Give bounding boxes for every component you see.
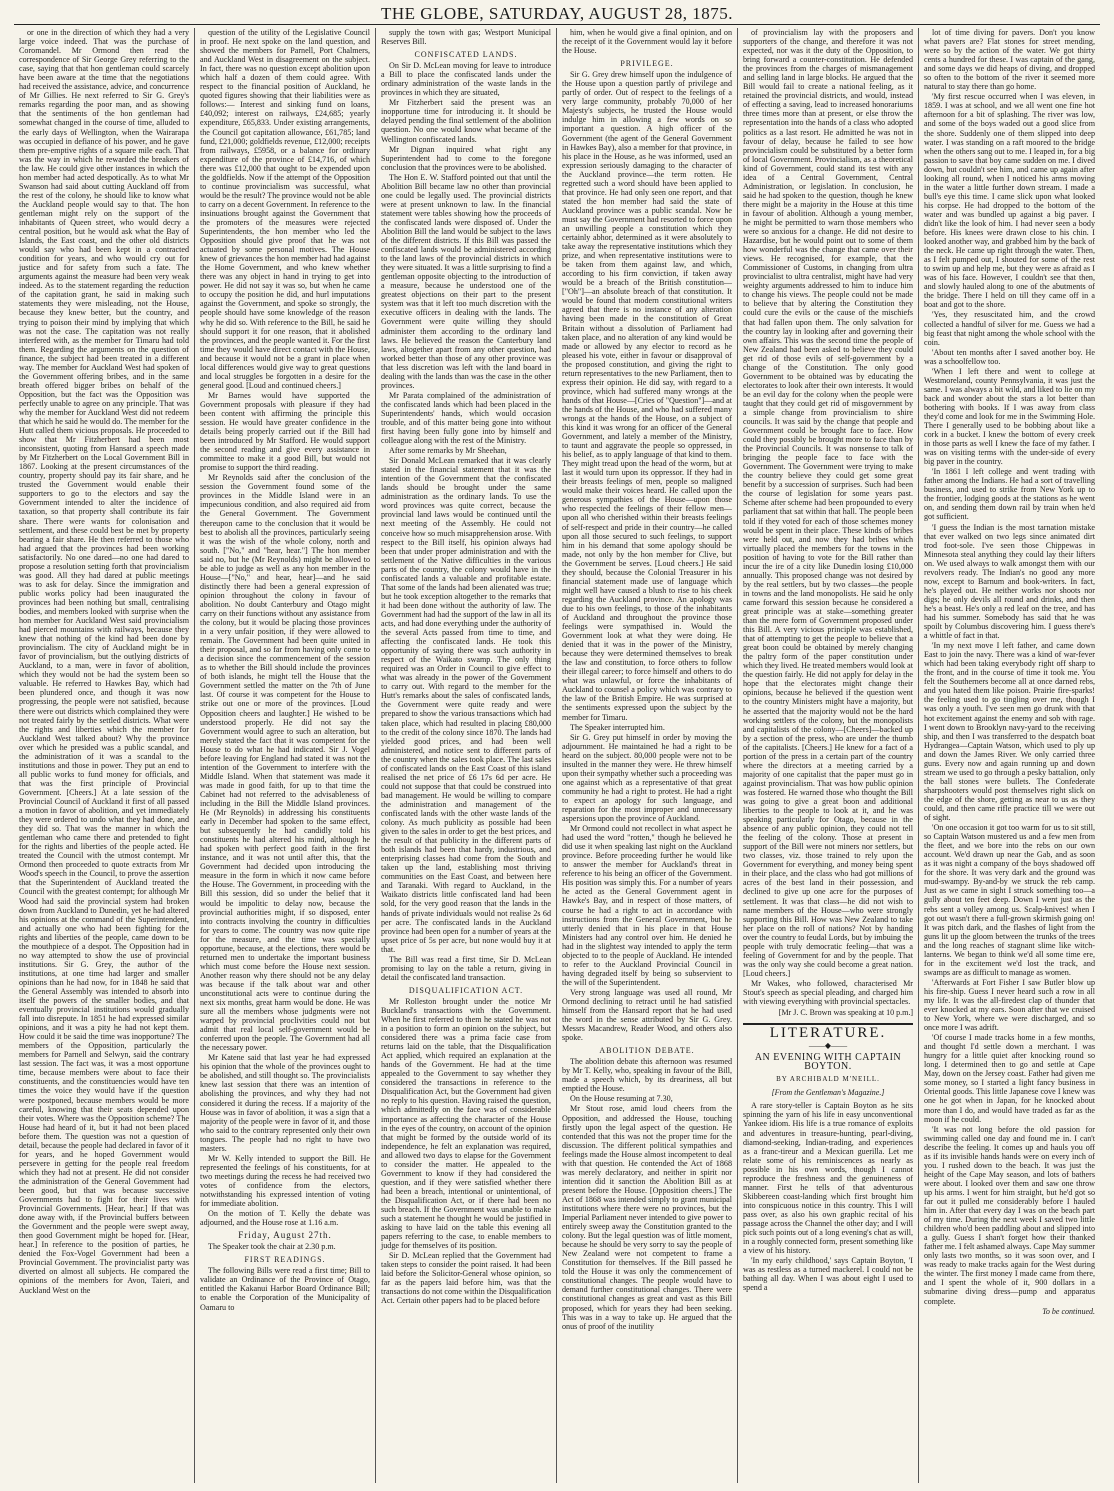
paragraph: The Speaker took the chair at 2.30 p.m. [208, 1242, 336, 1252]
paragraph: Mr Stout rose, amid loud cheers from the Opposition, and addressed the House, touching firstly upon the legal aspect of the question. He contended that this was not the proper time for the discussion. The different political sympathies and feelings made the House almost incompetent to deal with that question. He contended the Act of 1868 was merely declaratory, and neither in spirit nor intention did it sanction the Abolition Bill as at present before the House. [Opposition cheers.] The Act of 1868 was intended simply to grant municipal institutions where there were no provinces, but the Imperial Parliament never intended to give power to entirely sweep away the Constitution granted to the colony. But the legal question was of little moment, because he should be very sorry to say the people of New Zealand were not competent to frame a Constitution for themselves. If the Bill passed he told the House it was only the commencement of constitutional changes. The people would have to demand further constitutional changes. There were constitutional changes as great and vast as this Bill proposed, which for years they had been seeking. This was in a way to take up. He argued that the onus of proof of the inutility [562, 1104, 732, 1331]
masthead: THE GLOBE, SATURDAY, AUGUST 28, 1875. [380, 4, 734, 23]
paragraph: After some remarks by Mr Sheehan, [389, 446, 507, 456]
abolition-debate-heading: ABOLITION DEBATE. [599, 1046, 695, 1056]
paragraph: 'Of course I made tracks home in a few months, and thought I'd settle down a merchant. I was hungry for a little quiet after knocking round so long. I determined then to go and settle at Cape May, down on the Jersey coast. Father had given me some money, so I started a light fancy business in Oriental goods. This little Japanese cove I knew was one he got when in Japan, for he knocked about more than I do, and would have traded as far as the moon if he could. [924, 1033, 1095, 1124]
column-5 [738, 28, 919, 1483]
paragraph: 'In 1861 I left college and went trading with father among the Indians. He had a sort of travelling business, and used to strike from New York up to the frontier, lodging goods at the stations as he went on, and sending them down rail by train when he'd got sufficient. [924, 467, 1095, 522]
paragraph: Very strong language was used all round, Mr Ormond declining to retract until he had satisfied himself from the Hansard report that he had used the word in the sense attributed by Sir G. Grey. Messrs Macandrew, Reader Wood, and others also spoke. [562, 987, 732, 1043]
column-4 [557, 28, 738, 1483]
paragraph: Sir D. McLean replied that the Government had taken steps to consider the point raised. It had been laid before the Solicitor-General whose opinion, so far as the papers laid before him, was that the transactions do not come within the Disqualification Act. Certain other papers had to be placed before [381, 1251, 551, 1306]
paragraph: or one in the direction of which they had a very large voice indeed. That was the purchase of Coromandel. Mr Ormond then read the correspondence of Sir George Grey referring to the case, saying that that hon gentleman could scarcely have been aware at the time that the negotiations had received the assistance, advice, and concurrence of Mr Gillies. He next referred to Sir G. Grey's remarks regarding the poor man, and as showing that the sentiments of the hon gentleman had somewhat changed in the course of time, alluded to the early days of Wellington, when the Wairarapa was occupied in defiance of his power, and he gave them pre-emptive rights of a square mile each. That was the way in which he rewarded the breakers of the law. He could give other instances in which the hon member had acted despotically. As to what Mr Swanson had said about cutting Auckland off from the rest of the colony, he should like to know what the Auckland people would say to that. The hon gentleman might rely on the support of the inhabitants of Queen street, who would decry a central position, but he would ask what the Bay of Islands, the East coast, and the other old districts would say who had been kept in a contracted condition for years, and who would cry out for justice and for safety from such a fate. The arguments against the measure had been very weak indeed. As to the statement regarding the reduction of the capitation grant, he said in making such statements they were misleading, not the House, because they knew better, but the country, and trying to poison their mind by implying that which was not the case. The capitation was not really interfered with, as the member for Timaru had told them. Regarding the arguments on the question of finance, the subject had been treated in a different way. The member for Auckland West had spoken of the Government offering bribes, and in the same breath offered bigger bribes on behalf of the Opposition, but the fact was the Opposition was perfectly unable to agree on any principle. That was why the member for Auckland West did not redeem that which he said he would do. The member for the Hutt called them vicious proposals. He proceeded to show that Mr Fitzherbert had been most inconsistent, quoting from Hansard a speech made by Mr Fitzherbert on the Local Government Bill in 1867. Looking at the present circumstances of the country, property should pay its fair share, and he trusted the Government would enable their supporters to go to the electors and say the Government intended to alter the incidence of taxation, so that property shall contribute its fair share. There were wants for colonisation and settlement, and these could best be met by property bearing a fair share. He then referred to those who had argued that the provinces had been working satisfactorily. No one dared—no one had dared to propose a resolution setting forth that provincialism was good. All they had dared at public meetings was to ask for delay. Since the immigration and public works policy had been inaugurated the provinces had been nothing but small, centralising bodies, and members looked with surprise when the hon member for Auckland West said provincialism had pierced mountains with railways, because they knew that nothing of the kind had been done by provincialism. The city of Auckland might be in favor of provincialism, but the outlying districts of Auckland, to a man, were in favor of abolition, which they would not be had the system been so valuable. He referred to Hawkes Bay, which had been plundered once, and though it was now progressing, the people were not satisfied, because there were out districts which complained they were not treated fairly by the settled districts. What were the rights and liberties which the member for Auckland West talked about? Why the province over which he presided was a public scandal, and the administration of it was a scandal to the institutions and those in power. They put an end to all public works to fund money for officials, and that was the first principle of Provincial Government. [Cheers.] At a late session of the Provincial Council of Auckland it first of all passed a motion in favor of abolition, and yet immediately they were ordered to undo what they had done, and they did so. That was the manner in which the gentleman who came there and pretended to fight for the rights and liberties of the people acted. He treated the Council with the utmost contempt. Mr Ormond then proceeded to quote extracts from Mr Wood's speech in the Council, to prove the assertion that the Superintendent of Auckland treated the Council with the greatest contempt; for although Mr Wood had said the provincial system had broken down from Auckland to Dunedin, yet he had altered his opinions at the command of the Superintendent, and actually one who had been fighting for the rights and liberties of the people, came down to be the mouthpiece of a despot. The Opposition had in no way attempted to show the use of provincial institutions. Sir G. Grey, the author of the institutions, at one time had larger and smaller opinions than he had now, for in 1848 he said that the General Assembly was intended to absorb into itself the powers of the smaller bodies, and that eventually provincial institutions would gradually fall into disrepute. In 1851 he had expressed similar opinions, and it was a pity he had not kept them. How could it be said the time was inopportune? The members of the Opposition, particularly the members for Parnell and Selwyn, said the contrary last session. The fact was, it was a most opportune time, because members were about to face their constituents, and the constituencies would have ten times the voice they would have if the question were postponed, because members would be more careful, knowing that their seats depended upon their votes. Where was the Opposition scheme? The House had heard of it, but it had not been placed before them. The question was not a question of detail, because the people had declared in favor of it for years, and he hoped Government would persevere in getting for the people real freedom which they had not at present. He did not consider the administration of the General Government had been good, but that was because successive Governments had to fight for their lives with Provincial Governments. [Hear, hear.] If that was done away with, if the Provincial buffers between the Government and the people were swept away, then good Government might be hoped for. [Hear, hear.] In reference to the position of parties, he denied the Fox-Vogel Government had been a Provincial Government. The provincialist party was diverted on almost all subjects. He compared the opinions of the members for Avon, Taieri, and Auckland West on the [19, 28, 189, 1295]
article-title: AN EVENING WITH CAPTAIN BOYTON. [754, 1052, 902, 1073]
speaking-note: [Mr J. C. Brown was speaking at 10 p.m.] [778, 1008, 913, 1018]
column-6 [919, 28, 1100, 1483]
paragraph: 'When I left there and went to college at Westmoreland, county Pennsylvania, it was just the same. I was always a bit wild, and liked to lie on my back and wonder about the stars a lot better than bothering with books. If I was away from class they'd come and look for me in the Swimming Hole. There I generally used to be bobbing about like a cork in a bucket. I knew the bottom of every creek in those parts as well I knew the face of my father. I was on visiting terms with the under-side of every big paver in the country. [924, 366, 1095, 467]
paragraph: Mr Fitzherbert said the present was an inopportune time for introducing it. It should be delayed pending the final settlement of the abolition question. No one would know what became of the Wellington confiscated lands. [381, 98, 551, 144]
paragraph: Mr Dignan inquired what right any Superintendent had to come to the foregone conclusion that the provinces were to be abolished. [381, 144, 551, 172]
ornament: ——◆—— [808, 1041, 848, 1051]
paragraph: Mr Parata complained of the administration of the confiscated lands which had been placed in the Superintendents' hands, which would occasion trouble, and of this matter being gone into without first having been fully gone into by himself and colleague along with the rest of the Ministry. [381, 390, 551, 446]
column-2 [195, 28, 376, 1483]
confiscated-lands-heading: CONFISCATED LANDS. [414, 50, 518, 60]
paragraph: Mr Reynolds said after the conclusion of the session the Government found some of the provinces in the Middle Island were in an impecunious condition, and also required aid from the General Government. The Government thereupon came to the conclusion that it would be best to abolish all the provinces, particularly seeing it was the wish of the whole colony, north and south. ["No," and "hear, hear."] The hon member said no, but he (Mr Reynolds) might be allowed to be able to judge as well as any hon member in the House—["No," and hear, hear]—and he said distinctly there had been a general expression of opinion throughout the colony in favour of abolition. No doubt Canterbury and Otago might carry on their functions without any assistance from the colony, but it would be placing those provinces in a very unfair position, if they were allowed to remain. The Government had been quite united in their proposal, and so far from having only come to a decision since the commencement of the session as to whether the Bill should include the provinces of both islands, he might tell the House that the Government settled the matter on the 7th of June last. Of course it was competent for the House to strike out one or more of the provinces. [Loud Opposition cheers and laughter.] He wished to be understood properly. He did not say the Government would agree to such an alteration, but merely stated the fact that it was competent for the House to do what he had indicated. Sir J. Vogel before leaving for England had stated it was not the intention of the Government to interfere with the Middle Island. When that statement was made it was made in good faith, for up to that time the Cabinet had not referred to the advisableness of including in the Bill the Middle Island provinces. He (Mr Reynolds) in addressing his constituents early in December had spoken to the same effect, but subsequently he had candidly told his constituents he had altered his mind, although he had spoken with perfect good faith in the first instance, and it was not until after this, that the Government had decided upon introducing the measure in the form in which it now came before the House. The Government, in proceeding with the Bill this session, did so under the belief that it would be impolitic to delay now, because the provincial authorities might, if so disposed, enter into contracts involving the country in difficulties for years to come. The country was now quite ripe for the measure, and the time was specially opportune, because, at the elections, there would be returned men to undertake the important business which must come before the House next session. Another reason why there should not be any delay was because if the talk about war and other unconstitutional acts were to continue during the next six months, great harm would be done. He was sure all the members whose judgments were not warped by provincial proclivities could not but admit that real local self-government would be conferred upon the people. The Government had all the necessary power. [200, 473, 370, 1053]
byline: BY ARCHIBALD M'NEILL. [776, 1075, 880, 1084]
paragraph: The abolition debate this afternoon was resumed by Mr T. Kelly, who, speaking in favour of the Bill, made a speech which, by its dreariness, all but emptied the House. [562, 1057, 732, 1094]
paragraph: Mr Rolleston brought under the notice Mr Buckland's transactions with the Government. When he first referred to them he stated he was not in a position to form an opinion on the subject, but considered there was a prima facie case from returns laid on the table, that the Disqualification Act applied, which required an explanation at the hands of the Government. He had at the time appealed to the Government to say whether they considered the transactions in reference to the Disqualification Act, but the Government had given no reply to his question. Having raised the question, which admittedly on the face was of considerable importance as affecting the character of the House in the eyes of the country, on account of the opinion that might be formed by the outside world of its independence, he felt an explanation was required, and allowed two days to elapse for the Government to consider the matter. He appealed to the Government to know if they had considered the question, and if they were satisfied whether there had been a breach, intentional or unintentional, of the Disqualification Act, or if there had been no such breach. If the Government was unable to make such a statement he thought he would be justified in asking to have laid on the table this evening all papers referring to the case, to enable members to judge for themselves of its position. [381, 996, 551, 1251]
paragraph: Mr Barnes would have supported the Government proposals with pleasure if they had been content with affirming the principle this session. He would have greater confidence in the details being properly carried out if the Bill had been introduced by Mr Stafford. He would support the second reading and give every assistance in committee to make it a good Bill, but would not promise to support the third reading. [200, 390, 370, 473]
paragraph: 'My first rescue occurred when I was eleven, in 1859. I was at school, and we all went one fine hot afternoon for a bit of splashing. The river was low, and some of the boys waded out a good slice from the shore. Suddenly one of them slipped into deep water. I was standing on a raft moored to the bridge when the others sang out to me. I leaped in, for a big passion to save that boy came sudden on me. I dived down, but couldn't see him, and came up again after looking all round, when I noticed his arms moving in the water a little further down stream. I made a bull's eye this time. I came slick upon what looked his corpse. He had dropped to the bottom of the water and was bundled up against a big paver. I didn't like the look of him. I had never seen a body before. His knees were drawn close to his chin. I looked another way, and grabbed him by the back of the neck. He came up right through the water. Then, as I felt pumped out, I shouted for some of the rest to swim up and help me, but they were as afraid as I was of his face. However, I couldn't see that then, and slowly hauled along to one of the abutments of the bridge. There I held on till they came off in a boat and got to the shore. [924, 92, 1095, 310]
disqualification-act-heading: DISQUALIFICATION ACT. [408, 985, 524, 995]
paragraph: him, when he would give a final opinion, and on the receipt of it the Government would lay it before the House. [562, 28, 732, 56]
paragraph: The Speaker interrupted him. [570, 722, 665, 732]
privilege-heading: PRIVILEGE. [620, 59, 674, 69]
column-1 [14, 28, 195, 1483]
literature-title: LITERATURE. [769, 1025, 887, 1042]
paragraph: The Hon E. W. Stafford pointed out that until the Abolition Bill became law no other than provincial one could be legally used. The provincial districts were at present unknown to law. In the financial statement were tables showing how the proceeds of the confiscated lands were disposed of. Under the Abolition Bill the land would be subject to the laws of the different districts. If this Bill was passed the confiscated lands would be administered according to the land laws of the provincial districts in which they were situated. It was a little surprising to find a gentleman opposite objecting to the introduction of a measure, because he understood one of the greatest objections on their part to the present system was that it left too much discretion with the executive officers in dealing with the lands. The Government were quite willing they should administer them according to the ordinary land laws. He believed the reason the Canterbury land laws, altogether apart from any other question, had worked better than those of any other province was that less discretion was left with the land board in dealing with the lands than was the case in the other provinces. [381, 172, 551, 390]
paragraph: On the motion of T. Kelly the debate was adjourned, and the House rose at 1.16 a.m. [200, 1209, 370, 1228]
paragraph: 'In my early childhood,' says Captain Boyton, 'I was as restless as a turned mackerel. I could not be bathing all day. When I was about eight I used to spend a [743, 1256, 913, 1293]
paragraph: Sir G. Grey drew himself upon the indulgence of the House upon a question partly of privilege and partly of order. Out of respect to the feelings of a very large community, probably 70,000 of her Majesty's subjects, he trusted the House would indulge him in allowing a few words on so important a question. A high officer of the Government (the agent of the General Government in Hawkes Bay), also a member for that province, in his place in the House, as he was informed, used an expression seriously damaging to the character of the Auckland province—the term rotten. He regretted such a word should have been applied to that province. He had only seen one report, and that stated the hon member had said the state of Auckland province was a public scandal. Now he must say the Government had resorted to force upon an unwilling people a constitution which they certainly abhor, determined as it were absolutely to take away the representative institutions which they prize, and when representative institutions were to be taken from them against law, and which, according to his firm conviction, if taken away would be a breach of the British constitution—["Oh"]—an absolute breach of that constitution. It would be found that modern constitutional writers agreed that there is no instance of any alteration having been made in the constitution of Great Britain without a dissolution of Parliament had taken place, and no alteration of any kind would be made or allowed by any elector to record as he pleased his vote, either in favour or disapproval of the proposed constitution, and giving the right to return representatives to the new Parliament, then to express their opinion. He did say, with regard to a province, which had suffered many wrongs at the hands of that House—[Cries of "Question"]—and at the hands of the House, and who had suffered many wrongs at the hands of the House, on a subject of this kind it was wrong for an officer of the General Government, and lately a member of the Ministry, to taunt and aggravate the people so oppressed, in his belief, as to apply language of that kind to them. They might tread upon the head of the worm, but at last it would turn upon its oppressor. If they had in their breasts feelings of men, people so maligned would make their voices heard. He called upon the generous sympathies of the House—upon those who respected the feelings of their fellow men—upon all who cherished within their breasts feelings of self-respect and pride in their country—he called upon all those secured to such feelings, to support him in his demand that some apology should be made, not only by the hon member for Clive, but the Government be serves. [Loud cheers.] He said they should, because the Colonial Treasurer in his financial statement made use of language which might well have caused a blush to rise to his cheek regarding the Auckland province. An apology was due to his own feelings, to those of the inhabitants of Auckland and throughout the province those feelings were sympathised in. Would the Government look at what they were doing. He denied that it was in the power of the Ministry, because they were determined themselves to break the law and constitution, to force others to follow their illegal career; to force himself and others to do what was unlawful, or force the inhabitants of Auckland to counsel a policy which was contrary to the law of the British Empire. He was surprised at the sentiments expressed upon the subject by the member for Timaru. [562, 70, 732, 722]
paragraph: 'On one occasion it got too warm for us to sit still, so Captain Watson mustered us and a few men from the fleet, and we bore into the rebs on our own account. We'd drawn up near the Gab, and as soon as it was night a company of the boys shadowed off for the shore. It was very dark and the ground was mud-swampy. By-and-by we struck the reb camp. Just as we came in sight I struck something too—a gully about ten feet deep. Down I went just as the rebs sent a volley among us. Scalp-knives! when I got out wasn't there a full-grown skirmish going on! It was pitch dark, and the flashes of light from the guns lit up the gloom between the trunks of the trees and the long reaches of stagnant slime like witch-lanterns. We began to think we'd all some time ere, for in the excitement we'd lost the track, and swamps are as difficult to manage as women. [924, 823, 1095, 977]
paragraph: On Sir D. McLean moving for leave to introduce a Bill to place the confiscated lands under the ordinary administration of the waste lands in the provinces in which they are situated, [381, 61, 551, 98]
paragraph: Mr W. Kelly intended to support the Bill. He represented the feelings of his constituents, for at two meetings during the recess he had received two votes of confidence from the electors, notwithstanding his expressed intention of voting for immediate abolition. [200, 1153, 370, 1209]
columns [14, 28, 1100, 1483]
paragraph: A rare story-teller is Captain Boyton as he sits spinning the yarn of his life in easy unconventional Yankee idiom. His life is a true romance of exploits and adventures in treasure-hunting, pearl-diving, diamond-seeking, Indian-trading, and experiences as a franc-tireur and a Mexican guerilla. Let me relate some of his reminiscences as nearly as possible in his own words, though I cannot reproduce the freshness and the genuineness of manner. First he tells of that adventurous Skibbereen coast-landing which first brought him into conspicuous notice in this country. This I will pass over, as also his own graphic recital of his passage across the Channel the other day; and I will pick such points out of a long evening's chat as will, in a roughly connected form, present something like a view of his history. [743, 1101, 913, 1256]
friday-heading: Friday, August 27th. [238, 1230, 332, 1241]
paragraph: The Bill was read a first time, Sir D. McLean promising to lay on the table a return, giving in detail the confiscated land transaction. [381, 954, 551, 982]
paragraph: 'It was not long before the old passion for swimming called one day and found me in. I can't describe the feeling. It comes up and hauls you off as if its invisible hands hands were on every inch of you. I rushed down to the beach. It was just the height of the Cape May season, and lots of bathers were about. I looked over them and saw one throw up his arms. I went for him straight, but he'd got so far out it pulled me considerably before I hauled him in. After that every day I was on the beach part of my time. During the next week I saved two little children who'd been paddling about and slipped into a gully. Guess I shan't forget how their thanked father me. I felt ashamed always. Cape May summer only lasts two months, so it was soon over, and I was ready to make tracks again for the West during the winter. The first money I made came from there, and I spent the whole of it, 900 dollars in a submarine diving dress—pump and apparatus complete. [924, 1124, 1095, 1306]
column-3 [376, 28, 557, 1483]
paragraph: The following Bills were read a first time; Bill to validate an Ordinance of the Province of Otago, entitled the Kakanui Harbor Board Ordinance Bill; to enable the Corporation of the Municipality of Oamaru to [200, 1266, 370, 1312]
article-source: [From the Gentleman's Magazine.] [771, 1088, 885, 1098]
paragraph: Sir Donald McLean remarked that it was clearly stated in the financial statement that it was the intention of the Government that the confiscated lands should be brought under the same administration as the ordinary lands. To use the word provinces was quite correct, because the provincial land laws would be continued until the next meeting of the Assembly. He could not conceive how so much misapprehension arose. With respect to the Bill itself, his opinion always had been that under proper administration and with the settlement of the Native difficulties in the various parts of the country, the colony would have in the confiscated lands a valuable and profitable estate. That some of the lands had been alienated was true; but he took exception altogether to the remarks that it had been done without the authority of law. The Government had had the support of the law in all its acts, and had done everything under the authority of the several Acts passed from time to time, and affecting the confiscated lands. He took this opportunity of saying there was such authority in respect of the Waikato swamp. The only thing required was an Order in Council to give effect to what was already in the power of the Government to carry out. With regard to the member for the Hutt's remarks about the sales of confiscated lands, the Government were quite ready and were prepared to show the various transactions which had taken place, which had resulted in placing £80,000 to the credit of the colony since 1870. The lands had yielded good prices, and had been well administered, and notice sent to different parts of the country when the sales took place. The last sales of confiscated lands on the East Coast of this island realised the net price of £6 17s 6d per acre. He could not suppose that that could be construed into bad management. He would be willing to compare the administration and management of the confiscated lands with the other waste lands of the colony. As much publicity as possible had been given to the sales in order to get the best prices, and the result of that publicity in the different parts of both islands had been that hardy, industrious, and enterprising classes had come from the South and taken up the land, establishing most thriving communities on the East Coast, and between here and Taranaki. With regard to Auckland, in the Waikato districts little confiscated land had been sold, for the very good reason that the lands in the hands of private individuals would not realise 2s 6d per acre. The confiscated lands in the Auckland province had been open for a number of years at the upset price of 5s per acre, but none would buy it at that. [381, 456, 551, 954]
paragraph: 'I guess the Indian is the most tarnation mistake that ever walked on two legs since animated dirt trod foot-sole. I've seen those Chippewas in Minnesota steal anything they could lay their lifters on. We used always to walk amongst them with our revolvers ready. The Indian's no good any more now, except to Barnum and book-writers. In fact, he's played out. He neither works nor shoots nor digs; he only devils all round and drinks, and then he's a beast. He's only a red leaf on the tree, and has had his summer. Somebody has said that he was spoilt by Columbus discovering him. I guess there's a whittle of fact in that. [924, 522, 1095, 641]
paragraph: On the House resuming at 7.30, [570, 1094, 673, 1104]
paragraph: Mr Ormond could not recollect in what aspect he had used the word "rotten," though he believed he did use it when speaking last night on the Auckland province. Before proceeding further he would like to answer the member for Auckland's threat in reference to his being an officer of the Government. His position was simply this. For a number of years he acted as the General Government agent in Hawke's Bay, and in respect of those matters, of course he had a right to act in accordance with instructions from the General Government, but he utterly denied that in his place in that House Ministers had any control over him. He denied he had in the slightest way intended to apply the term objected to to the people of Auckland. He intended to refer to the Auckland Provincial Council in having degraded itself by being so subservient to the will of the Superintendent. [562, 824, 732, 987]
paragraph: 'Yes, they resuscitated him, and the crowd collected a handful of silver for me. Guess we had a big feast that night among the whole school with the coin. [924, 310, 1095, 347]
paragraph: Mr Wakes, who followed, characterised Mr Stout's speech as special pleading, and charged him with viewing everything with provincial spectacles. [743, 978, 913, 1007]
paragraph: Sir G. Grey put himself in order by moving the adjournment. He maintained he had a right to be heard on the subject. 80,000 people were not to be insulted in the manner they were. He threw himself upon their sympathy whether such a proceeding was one against which as a representative of that great community he had a right to protest. He had a right to expect an apology for such language, and reparation for the most improper and unnecessary aspersions upon the province of Auckland. [562, 732, 732, 824]
masthead-rule [14, 24, 1100, 25]
paragraph: supply the town with gas; Westport Municipal Reserves Bill. [381, 28, 551, 47]
paragraph: of provincialism lay with the proposers and supporters of the change, and therefore it was not expected, nor was it the duty of the Opposition, to bring forward a counter-constitution. He defended the provinces from the charges of mismanagement and selling land in large blocks. He argued that the Bill would fail to create a national feeling, as it retained the provincial districts, and would, instead of effecting a saving, lead to increased honorariums three times more than at present, or else throw the representation into the hands of a class who adopted politics as a last resort. He admitted he was not in favour of delay, because he failed to see how provincialism could be substituted by a better form of local Government. Provincialism, as a theoretical kind of Government, could stand its test with any idea of a Central Government, Central Administration, or legislation. In conclusion, he said he had spoken to the question, though he knew there might be a majority in the House at this time in favour of abolition. Although a young member, he might be permitted to warn those members who were so anxious for a change. He did not desire to Hazardise, but he would point out to some of them how wonderful was the change that came over their views. He recognised, for example, that the Commissioner of Customs, in changing from ultra provincialist to ultra centralist, might have had very weighty arguments addressed to him to induce him to change his views. The people could not be made to believe that by altering the Constitution they could cure the evils or the cause of the mischiefs that had fallen upon them. The only salvation for the country lay in looking after and governing their own affairs. This was the second time the people of New Zealand had been asked to believe they could get rid of those evils of self-government by a change of the Constitution. The only good Government to be obtained was by educating the electorates to look after their own interests. It would be an evil day for the colony when the people were taught that they could get rid of misgovernment by a simple change from provincialism to shire councils. It was said by the change that people and Government could be brought face to face. How could they possibly be brought more to face than by the Provincial Councils. It was nonsense to talk of bringing the people face to face with the Government. The Government were trying to make the country believe they could get some great benefit by a succession of surprises. Such had been the course of legislation for some years past. Scheme after scheme had been propounded to every parliament that sat within that hall. The people been told if they voted for each of those schemes money would be spent in their place. These kinds of bribes were held out, and now they had bribes which virtually placed the members for the towns in the position of having to vote for the Bill rather than incur the ire of a city like Dunedin losing £10,000 annually. This proposed change was not desired by by the real settlers, but by two classes—the people in towns and the land monopolists. He said he only came forward this session because he considered a great principle was at stake—something greater than the mere form of Government proposed under this Bill. A very vicious principle was established, that of attempting to get the people to believe that a great boon could be obtained by merely changing the paltry form of the paper constitution under which they lived. He treated members would look at the question fairly. He did not apply for delay in the hope that the electorates might change their opinions, because he believed if the question went to the country Ministers might have a majority, but he asserted that the majority would not be the hard working settlers of the colony, but the monopolists and capitalists of the colony—[Cheers]—backed up by a section of the press, who are under the thumb of the capitalists. [Cheers.] He knew for a fact of a portion of the press in a certain part of the country where the directors at a meeting carried by a majority of one capitalist that the paper must go in against provincialism. That was how public opinion was fostered. He warned those who thought the Bill was going to give a great boon and additional liberties to the people to look at it, and he was speaking particularly for Otago, because in the absence of any public opinion, they could not tell the feeling of the colony. Those at present in support of the Bill were not miners nor settlers, but two classes, viz. those trained to rely upon the Government for everything, and money being spent in their place, and the class who had got millions of acres of the best land in their possession, and declined to give up one acre for the purposes of settlement. It was that class—he did not wish to name members of the House—who were strongly supporting this Bill. How was New Zealand to take her place on the roll of nations? Not by handing over the country to feudal Lords, but by imbuing the people with truly democratic feeling—that was a feeling of Government for and by the people. That was the only way she could become a great nation. [Loud cheers.] [743, 28, 913, 978]
to-be-continued: To be continued. [1042, 1306, 1095, 1316]
first-readings-heading: FIRST READINGS. [244, 1255, 326, 1265]
paragraph: question of the utility of the Legislative Council in proof. He next spoke on the land question, and showed the members for Parnell, Port Chalmers, and Auckland West in disagreement on the subject. In fact, there was no question except abolition upon which half a dozen of them could agree. With respect to the financial position of Auckland, he quoted figures showing that their liabilities were as follows:— Interest and sinking fund on loans, £40,092; interest on railways, £24,685; yearly expenditure, £65,833. Under existing arrangements, the Council got capitation allowance, £61,785; land fund, £21,000; goldfields revenue, £12,000; receipts from railways, £5958, or a balance for ordinary expenditure of the province of £14,716, of which there was £12,000 that ought to be expended upon the goldfields. Now if the attempt of the Opposition to continue provincialism was successful, what would be the result? The province would not be able to carry on a decent Government. In reference to the insinuations brought against the Government that the promoters of the measures were rejected Superintendents, the hon member who led the Opposition should give proof that he was not actuated by some personal motives. The House knew of grievances the hon member had had against the Home Government, and who knew whether there was any object in hand in trying to get into power. He did not say it was so, but when he came to occupy the position he did, and hurl imputations against the Government, and spoke so strongly, the people should have some knowledge of the reason why he did so. With reference to the Bill, he said he should support it for one reason, that it abolished the provinces, and the people wanted it. For the first time they would have direct contact with the House, and because it would not be a grant in place when local differences would give way to great questions and local struggles be forgotten in a desire for the general good. [Loud and continued cheers.] [200, 28, 370, 390]
paragraph: 'Afterwards at Fort Fisher I saw Butler blow up his fire-ship. Guess I never heard such a row in all my life. It was the all-firedest clap of thunder that ever knocked at my ears. Soon after that we cruised to New York, where we were discharged, and so once more I was adrift. [924, 977, 1095, 1033]
paragraph: lot of time diving for pavers. Don't you know what pavers are? Flat stones for street mending, were so by the action of the water. We got thirty cents a hundred for these. I was captain of the gang, and some days we did heaps of diving, and dropped so often to the bottom of the river it seemed more natural to stay there than go home. [924, 28, 1095, 92]
paragraph: Mr Katene said that last year he had expressed his opinion that the whole of the provinces ought to be abolished, and still thought so. The provincialists knew last session that there was an intention of abolishing the provinces, and why they had not considered it during the recess. If a majority of the House was in favor of abolition, it was a sign that a majority of the people were in favor of it, and those who said to the contrary represented only their own tongues. The people had no right to have two masters. [200, 1053, 370, 1153]
paragraph: 'About ten months after I saved another boy. He was a schoolfellow too. [924, 347, 1095, 366]
paragraph: 'In my next move I left father, and came down East to join the navy. There was a kind of war-fever which had been taking everybody right off sharp to the front, and in the course of time it took me. You felt the Southerners become all at once darned rebs, and you hated them like poison. Prairie fire-sparks! the feeling used to go tingling over me, though I was only a youth. I've seen men go drunk with that hot excitement against the enemy and sob with rage. I went down to Brooklyn navy-yard to the receiving ship, and then I was transferred to the despatch boat Hydrangea—Captain Watson, which used to ply up and down the James River. We only carried three guns. Every now and again running up and down stream we used to go through a pesky battalion, only the ball stones were bullets. The Confederate sharpshooters would post themselves right slick on the edge of the shore, getting as near to us as they could, and then came rifle practice till we were out of sight. [924, 641, 1095, 823]
